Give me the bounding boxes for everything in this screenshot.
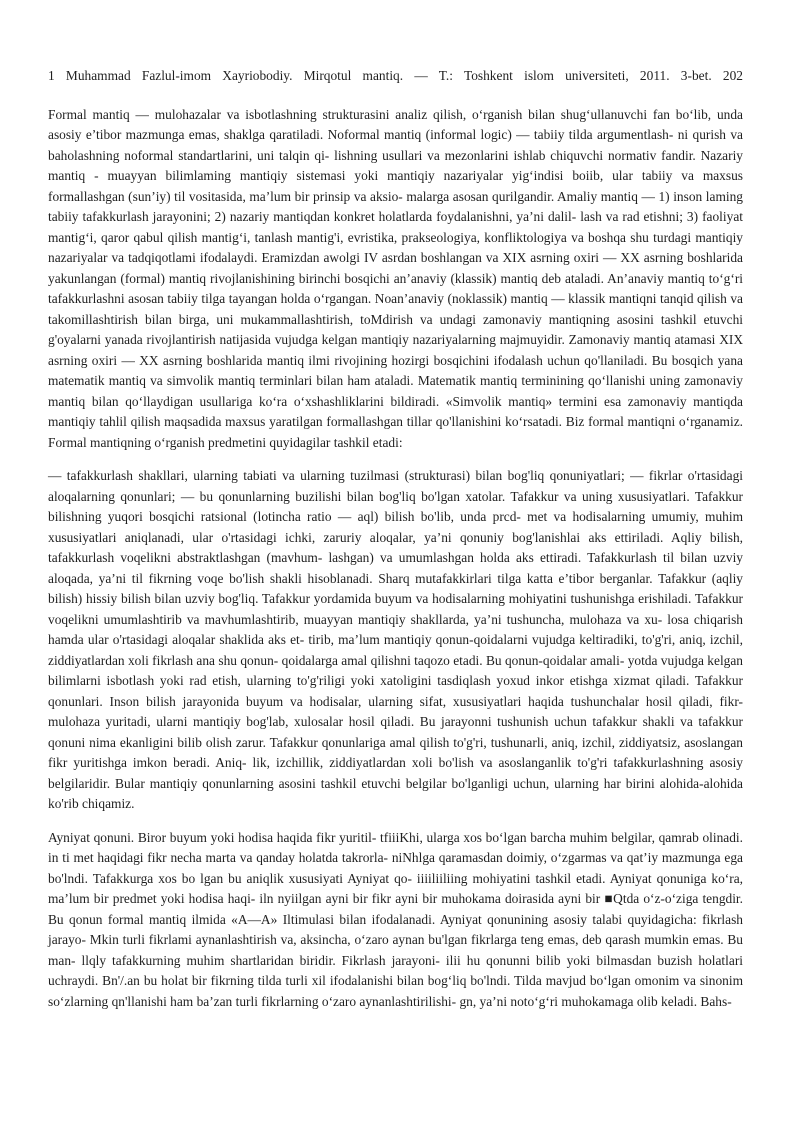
paragraph-formal-logic: Formal mantiq — mulohazalar va isbotlashning strukturasini analiz qilish, o‘rganish bilan shug‘ullanuvchi fan bo‘lib, unda asosiy e’tibor mazmunga emas, shaklga qaratiladi. Noformal mantiq (informal logic) — tabiiy tilda argumentlash- ni qurish va baholashning noformal standartlarini, uni talqin qi- lishning usullari va mezonlarini ishlab chiquvchi normativ fandir. Nazariy mantiq - muayyan bilimlaming mantiqiy sistemasi yoki mantiqiy nazariyalar yig‘indisi boiib, ular tabiiy va maxsus formallashgan (sun’iy) til vositasida, ma’lum bir prinsip va aksio- malarga asosan qurilgandir. Amaliy mantiq — 1) inson laming tabiiy tafakkurlash jarayonini; 2) nazariy mantiqdan konkret holatlarda foydalanishni, ya’ni dalil- lash va rad etishni; 3) faoliyat mantig‘i, qaror qabul qilish mantig‘i, tanlash mantig'i, evristika, prakseologiya, konfliktologiya va boshqa shu turdagi mantiqiy nazariyalar va tadqiqotlami ifodalaydi. Eramizdan awolgi IV asrdan boshlangan va XIX asrning oxiri — XX asrning boshlarida yakunlangan (formal) mantiq rivojlanishining birinchi bosqichi an’anaviy (klassik) mantiq deb ataladi. An’anaviy mantiq to‘g‘ri tafakkurlashni asosan tabiiy tilga tayangan holda o‘rgangan. Noan’anaviy (noklassik) mantiq — klassik mantiqni tanqid qilish va takomillashtirish bilan birga, uni mukammallashtirish, toMdirish va undagi zamonaviy mantiqning asosini tashkil etuvchi g'oyalarni yanada rivojlantirish natijasida vujudga kelgan mantiqiy nazariyalarning majmuyidir. Zamonaviy mantiq atamasi XIX asrning oxiri — XX asrning boshlarida mantiq ilmi rivojining hozirgi bosqichini ifodalash uchun qo'llaniladi. Bu bosqich yana matematik mantiq va simvolik mantiq terminlari bilan ham ataladi. Matematik mantiq terminining qo‘llanishi uning zamonaviy mantiq bilan qo‘llaydigan usullariga ko‘ra o‘xshashliklarini bildiradi. «Simvolik mantiq» termini esa zamonaviy mantiqda mantiqiy tahlil qilish maqsadida maxsus yaratilgan formallashgan tillar qo'llanishini ko‘rsatadi. Biz formal mantiqni o‘rganamiz. Formal mantiqning o‘rganish predmetini quyidagilar tashkil etadi: [48,106,743,450]
paragraph-identity-law: Ayniyat qonuni. Biror buyum yoki hodisa haqida fikr yuritil- tfiiiKhi, ularga xos bo‘lgan barcha muhim belgilar, qamrab olinadi. in ti met haqidagi fikr necha marta va qanday holatda takrorla- niNhlga qaramasdan doimiy, o‘zgarmas va qat’iy mazmunga ega bo'lndi. Tafakkurga xos bo lgan bu aniqlik xususiyati Ayniyat qo- iiiiliiliing mohiyatini tashkil etadi. Ayniyat qonuniga ko‘ra, ma’lum bir predmet yoki hodisa haqi- iln nyiilgan ayni bir fikr ayni bir muhokama doirasida ayni bir ■Qtda o‘z-o‘ziga tengdir. Bu qonun formal mantiq ilmida «A—A» Iltimulasi bilan ifodalanadi. Ayniyat qonunining asosiy talabi quyidagicha: fikrlash jarayo- Mkin turli fikrlami aynanlashtirish va, aksincha, o‘zaro aynan bu'lgan fikrlarga teng emas, deb qarash mumkin emas. Bu man- llqly tafakkurning muhim shartlaridan biridir. Fikrlash jarayoni- ilii hu qonunni bilib yoki bilmasdan buzish holatlari uchraydi. Bn'/.an bu holat bir fikrning tilda turli xil ifodalanishi bilan bog‘liq bo'lndi. Tilda mavjud bo‘lgan omonim va sinonim so‘zlarning qn'llanishi ham ba’zan turli fikrlarning o‘zaro aynanlashtirilishi- gn, ya’ni noto‘g‘ri muhokamaga olib keladi. Bahs- [48,829,743,1009]
document-page [48,66,743,1025]
footnote: 1 Muhammad Fazlul-imom Xayriobodiy. Mirqotul mantiq. — T.: Toshkent islom universiteti, 2011. 3-bet. 202 [48,68,743,83]
paragraph-thinking-laws: — tafakkurlash shakllari, ularning tabiati va ularning tuzilmasi (strukturasi) bilan bog'liq qonuniyatlari; — fikrlar o'rtasidagi aloqalarning qonunlari; — bu qonunlarning buzilishi bilan bog'liq bo'lgan xatolar. Tafakkur va uning xususiyatlari. Tafakkur bilishning yuqori bosqichi ratsional (lotincha ratio — aql) bilish bo'lib, unda prcd- met va hodisalarning umumiy, muhim xususiyatlari aniqlanadi, ular o'rtasidagi ichki, zaruriy aloqalar, ya’ni qonuniy bog'lanishlai aks ettiriladi. Aqliy bilish, tafakkurlash voqelikni abstraktlashgan (mavhum- lashgan) va umumlashgan holda aks ettiradi. Tafakkurlash til bilan uzviy aloqada, ya’ni til fikrning voqe bo'lish shakli hisoblanadi. Sharq mutafakkirlari tilga katta e’tibor berganlar. Tafakkur (aqliy bilish) hissiy bilish bilan uzviy bog'liq. Tafakkur yordamida buyum va hodisalarning mohiyatini tushunishga erishiladi. Tafakkur voqelikni umumlashtirib va mavhumlashtirib, muayyan mantiqiy shakllarda, ya’ni tushuncha, mulohaza va xu- losa chiqarish hamda ular o'rtasidagi aloqalar shaklida aks et- tirib, ma’lum mantiqiy qonun-qoidalarni vujudga keltiradiki, to'g'ri, aniq, izchil, ziddiyatlardan xoli fikrlash ana shu qonun- qoidalarga amal qilishni taqozo etadi. Bu qonun-qoidalar amali- yotda vujudga kelgan bilimlarni isbotlash yoki rad etish, ularning to'g'riligi yoki xatoligini tasdiqlash yoxud inkor etishga xizmat qiladi. Tafakkur qonunlari. Inson bilish jarayonida buyum va hodisalar, ularning sifat, xususiyatlari haqida tushunchalar hosil qiladi, fikr-mulohaza yuritadi, ularni mantiqiy bog'lab, xulosalar hosil qiladi. Bu jarayonni tushunish uchun tafakkur shakli va tafakkur qonuni nima ekanligini bilib olish zarur. Tafakkur qonunlariga amal qilish to'g'ri, tushunarli, aniq, izchil, ziddiyatsiz, asoslangan fikr yuritishga imkon beradi. Aniq- lik, izchillik, ziddiyatlardan xoli bo'lish va asoslanganlik to'g'ri tafakkurlashning asosiy belgilaridir. Bular mantiqiy qonunlarning asosini tashkil etuvchi belgilar bo'lganligi uchun, ularning har birini alohida-alohida ko'rib chiqamiz. [48,468,743,811]
